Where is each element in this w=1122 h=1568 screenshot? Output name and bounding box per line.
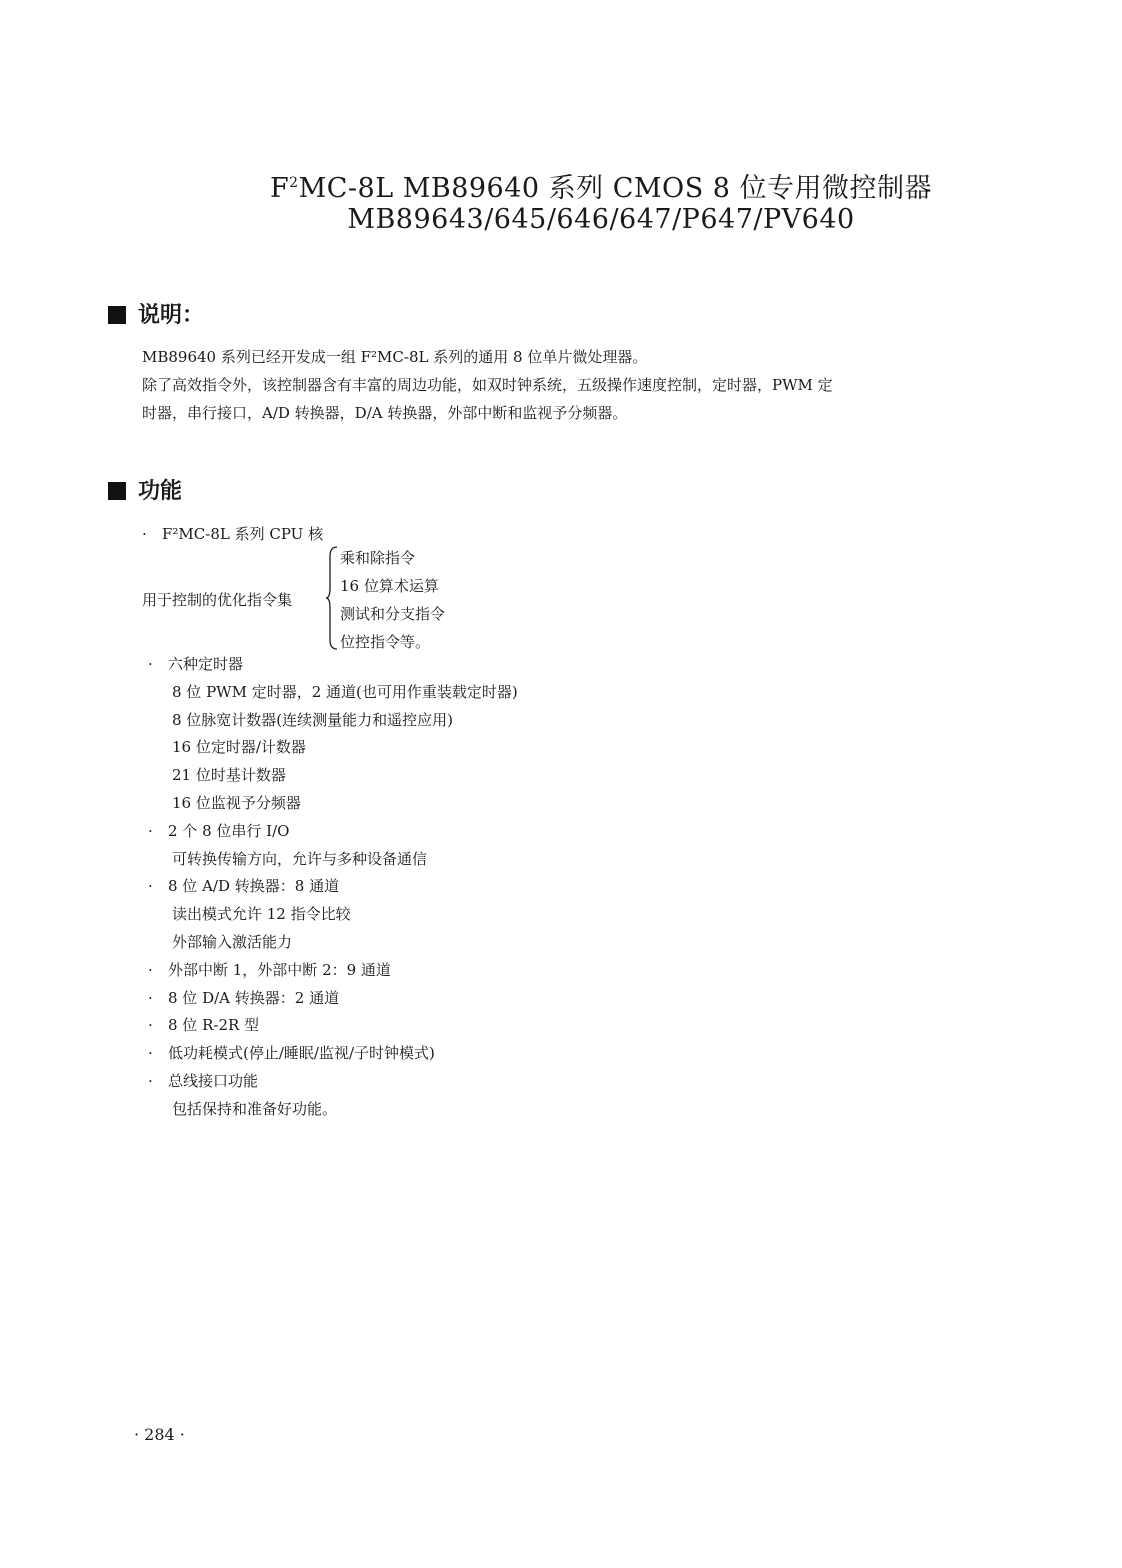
feature-text: 2 个 8 位串行 I/O [168, 822, 290, 840]
description-paragraph [142, 343, 962, 427]
feature-subitem: 16 位监视予分频器 [172, 794, 301, 812]
feature-text: F²MC-8L 系列 CPU 核 [162, 525, 324, 543]
bullet-dot: · [148, 877, 153, 895]
feature-subitem: 21 位时基计数器 [172, 766, 286, 784]
feature-item [148, 820, 289, 841]
feature-item [148, 987, 339, 1008]
description-line: 除了高效指令外，该控制器含有丰富的周边功能，如双时钟系统，五级操作速度控制，定时器，PWM 定 [142, 376, 833, 394]
feature-text: 低功耗模式(停止/睡眠/监视/子时钟模式) [168, 1044, 435, 1062]
bullet-dot: · [148, 989, 153, 1007]
feature-subitem: 8 位 PWM 定时器，2 通道(也可用作重装载定时器) [172, 683, 518, 701]
feature-subitem: 可转换传输方向，允许与多种设备通信 [172, 850, 428, 868]
instruction-set-label: 用于控制的优化指令集 [142, 591, 293, 609]
feature-text: 8 位 A/D 转换器：8 通道 [168, 877, 340, 895]
description-line: 时器，串行接口，A/D 转换器，D/A 转换器，外部中断和监视予分频器。 [142, 404, 628, 422]
feature-cpu-core [142, 523, 323, 544]
section-heading-text: 功能 [138, 479, 183, 504]
bullet-dot: · [148, 1016, 153, 1034]
square-bullet-icon [108, 482, 126, 500]
document-title-line2: MB89643/645/646/647/P647/PV640 [347, 204, 855, 235]
feature-text: 8 位 D/A 转换器：2 通道 [168, 989, 340, 1007]
bullet-dot: · [142, 525, 147, 543]
instruction-item: 测试和分支指令 [340, 605, 446, 623]
bullet-dot: · [148, 822, 153, 840]
feature-text: 总线接口功能 [168, 1072, 259, 1090]
feature-item [148, 959, 391, 980]
square-bullet-icon [108, 306, 126, 324]
document-title-line1 [40, 166, 1122, 205]
bullet-dot: · [148, 1072, 153, 1090]
page-number: · 284 · [134, 1425, 185, 1444]
instruction-item: 乘和除指令 [340, 549, 416, 567]
title-superscript: 2 [289, 175, 299, 191]
section-heading-features [108, 474, 182, 505]
feature-subitem: 8 位脉宽计数器(连续测量能力和遥控应用) [172, 711, 454, 729]
instruction-item: 16 位算术运算 [340, 577, 439, 595]
feature-item [148, 653, 243, 674]
feature-subitem: 包括保持和准备好功能。 [172, 1100, 338, 1118]
feature-subitem: 16 位定时器/计数器 [172, 738, 306, 756]
title-rest: MC-8L MB89640 系列 CMOS 8 位专用微控制器 [298, 173, 933, 204]
section-heading-description [108, 298, 204, 329]
description-line: MB89640 系列已经开发成一组 F²MC-8L 系列的通用 8 位单片微处理器。 [142, 348, 648, 366]
feature-text: 8 位 R-2R 型 [168, 1016, 260, 1034]
feature-item [148, 1014, 259, 1035]
feature-item [148, 875, 339, 896]
feature-subitem: 读出模式允许 12 指令比较 [172, 905, 351, 923]
instruction-item: 位控指令等。 [340, 633, 431, 651]
feature-item [148, 1070, 258, 1091]
section-heading-text: 说明： [138, 303, 205, 328]
feature-subitem: 外部输入激活能力 [172, 933, 293, 951]
bullet-dot: · [148, 655, 153, 673]
curly-brace-icon [326, 546, 338, 650]
feature-item [148, 1042, 435, 1063]
bullet-dot: · [148, 1044, 153, 1062]
feature-text: 外部中断 1，外部中断 2：9 通道 [168, 961, 391, 979]
bullet-dot: · [148, 961, 153, 979]
title-f: F [269, 173, 290, 204]
instruction-list [340, 544, 445, 656]
feature-text: 六种定时器 [168, 655, 244, 673]
